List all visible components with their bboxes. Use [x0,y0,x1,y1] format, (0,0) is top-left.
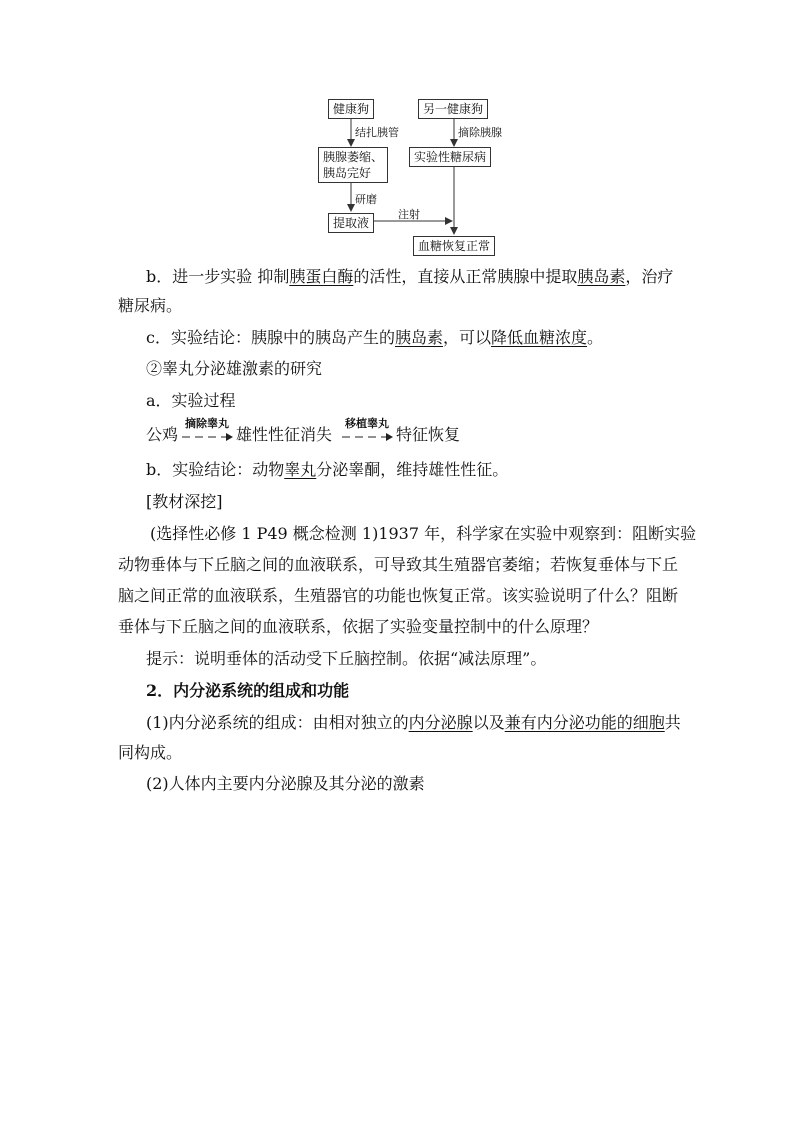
process-step-traits-lost: 雄性性征消失 [236,425,333,444]
box-pancreas-atrophy [318,147,388,183]
text-span: 分泌睾酮，维持雄性性征。 [316,460,509,479]
box-another-healthy-dog-text: 另一健康狗 [423,102,484,116]
box-pancreas-atrophy-line1: 胰腺萎缩、 [323,150,384,164]
right-arrow-icon [340,432,394,442]
underlined-term: 胰蛋白酶 [289,267,354,286]
process-flow-line [146,417,461,446]
text-span: 的活性，直接从正常胰腺中提取 [353,267,578,286]
right-arrow-icon [180,432,234,442]
underlined-term: 降低血糖浓度 [491,328,588,347]
question-line3: 脑之间正常的血液联系，生殖器官的功能也恢复正常。该实验说明了什么？阻断 [118,586,679,605]
label-grind: 研磨 [355,193,377,206]
question-line4: 垂体与下丘脑之间的血液联系，依据了实验变量控制中的什么原理？ [118,617,599,636]
para-b1-line1 [146,266,673,288]
process-step-rooster: 公鸡 [146,425,179,444]
box-another-healthy-dog [418,99,488,119]
question-line1: (选择性必修 1 P49 概念检测 1)1937 年，科学家在实验中观察到：阻断实验 [150,524,697,543]
box-experimental-diabetes-text: 实验性糖尿病 [414,150,487,164]
arrow-label-remove-testis: 摘除睾丸 [185,417,230,430]
process-arrow-transplant [340,417,394,446]
textbook-deep-dive-title: [教材深挖] [146,492,223,511]
underlined-term: 胰岛素 [577,267,626,286]
para-1-line2: 同构成。 [118,743,183,762]
underlined-term: 兼有内分泌功能的细胞 [504,713,665,732]
section-2-title: 2．内分泌系统的组成和功能 [146,681,350,700]
box-extract-text: 提取液 [333,216,370,230]
arrow-label-transplant-testis: 移植睾丸 [345,417,390,430]
box-extract [328,213,374,233]
text-span: ，可以 [442,328,491,347]
underlined-term: 胰岛素 [394,328,443,347]
box-blood-sugar-recover [413,236,495,256]
label-remove-pancreas: 摘除胰腺 [458,126,502,139]
text-span: 共 [664,713,681,732]
process-step-traits-restored: 特征恢复 [396,425,461,444]
hint-answer: 提示：说明垂体的活动受下丘脑控制。依据“减法原理”。 [146,649,547,668]
box-blood-sugar-recover-text: 血糖恢复正常 [418,239,491,253]
text-span: c．实验结论：胰腺中的胰岛产生的 [146,328,395,347]
text-span: 以及 [472,713,505,732]
box-experimental-diabetes [409,147,491,167]
box-pancreas-atrophy-line2: 胰岛完好 [323,166,372,180]
underlined-term: 睾丸 [284,460,317,479]
para-b1-line2: 糖尿病。 [118,296,183,315]
section-testis-title: ②睾丸分泌雄激素的研究 [146,359,323,378]
para-c-conclusion [146,327,603,349]
process-arrow-remove [180,417,234,446]
box-healthy-dog [328,99,374,119]
experiment-process-title: a．实验过程 [146,391,236,410]
text-span: ，治疗 [625,267,674,286]
box-healthy-dog-text: 健康狗 [333,102,370,116]
label-inject: 注射 [398,208,420,221]
question-line2: 动物垂体与下丘脑之间的血液联系，可导致其生殖器官萎缩；若恢复垂体与下丘 [118,555,679,574]
text-span: b．进一步实验 抑制 [146,267,290,286]
text-span: 。 [587,328,604,347]
para-2: (2)人体内主要内分泌腺及其分泌的激素 [146,774,425,793]
para-1-line1 [146,712,681,734]
underlined-term: 内分泌腺 [408,713,473,732]
label-ligate-duct: 结扎胰管 [355,126,399,139]
text-span: (1)内分泌系统的组成：由相对独立的 [146,713,409,732]
para-b2-conclusion [146,459,508,481]
text-span: b．实验结论：动物 [146,460,285,479]
